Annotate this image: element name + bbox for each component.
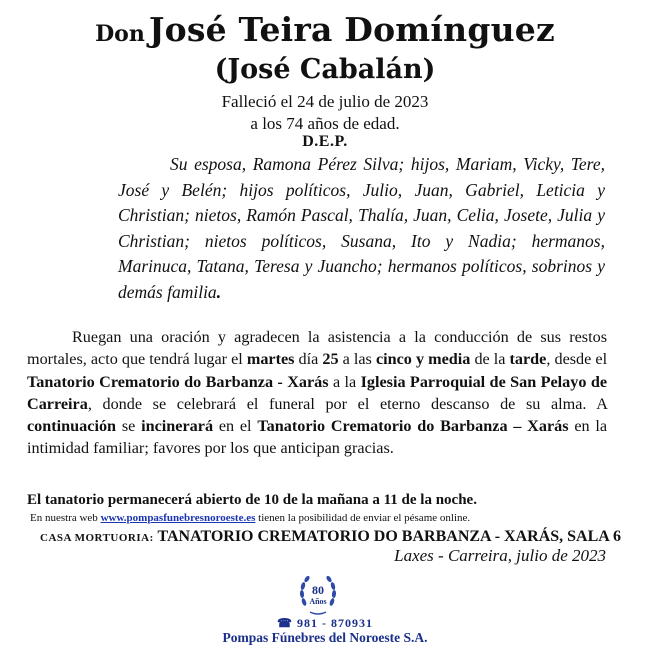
body-bold-day: martes [246,350,295,369]
deceased-name: José Teira Domínguez [148,10,555,49]
body-bold-time: cinco y media [375,350,471,369]
body-bold-afternoon: tarde [509,350,547,369]
casa-mortuoria [40,528,621,546]
death-info [0,91,650,135]
body-text-8: se [121,417,136,436]
phone-line [0,616,650,631]
ceremony-paragraph [27,326,607,460]
body-text-7: , donde se celebrará el funeral por el eterno descanso de su alma. A [87,394,607,413]
dep-text: D.E.P. [302,133,348,150]
casa-label: CASA MORTUORIA: [40,532,154,544]
name-prefix: Don [95,21,145,47]
deceased-nickname: (José Cabalán) [214,54,436,85]
body-bold-cremation: incinerará [141,417,214,436]
body-text-5: , desde el [546,350,608,369]
web-suffix: tienen la posibilidad de enviar el pésame online. [258,512,471,524]
body-text-10: en la intimidad familiar; favores por los que anticipan gracias. [27,417,608,458]
family-paragraph: Su esposa, Ramona Pérez Silva; hijos, Mariam, Vicky, Tere, José y Belén; hijos políticos, Julio, Juan, Gabriel, Leticia y Christian; nietos, Ramón Pascal, Thalía, Juan, Celia, Josete, Julia y Christian; nietos políticos, Susana, Ito y Nadia; hermanos, Marinuca, Tatana, Teresa y Juancho; hermanos políticos, sobrinos y demás familia. [118,154,605,302]
body-bold-continuation: continuación [27,417,117,436]
place-date: Laxes - Carreira, julio de 2023 [394,546,606,565]
family-list: Su esposa, Ramona Pérez Silva; hijos, Mariam, Vicky, Tere, José y Belén; hijos políticos, Julio, Juan, Gabriel, Leticia y Christian; nietos, Ramón Pascal, Thalía, Juan, Celia, Josete, Julia y Christian; nietos políticos, Susana, Ito y Nadia; hermanos, Marinuca, Tatana, Teresa y Juancho; hermanos políticos, sobrinos y demás familia [118,154,605,302]
body-text-4: de la [474,350,506,369]
body-bold-church: Iglesia Parroquial de San Pelayo de Carreira [27,372,608,413]
body-text-9: en el [218,417,252,436]
body-text-6: a la [332,372,357,391]
opening-hours: El tanatorio permanecerá abierto de 10 de la mañana a 11 de la noche. [27,492,477,508]
anniversary-logo [298,572,338,618]
body-bold-tanatorio: Tanatorio Crematorio do Barbanza - Xarás [27,372,329,391]
body-text-3: a las [342,350,372,369]
logo-number: 80 [312,583,324,597]
web-prefix: En nuestra web [30,512,98,524]
phone-number: 981 - 870931 [296,616,373,630]
body-bold-date: 25 [322,350,339,369]
body-text-2: día [298,350,319,369]
website-link[interactable]: www.pompasfunebresnoroeste.es [100,512,256,524]
logo-word: Años [309,597,327,606]
deceased-name-line [0,10,650,49]
body-text-1: Ruegan una oración y agradecen la asistencia a la conducción de sus restos mortales, acto que tendrá lugar el [27,328,607,369]
death-age: a los 74 años de edad. [250,114,400,133]
web-line [30,512,610,524]
death-date: Falleció el 24 de julio de 2023 [221,92,429,111]
company-name: Pompas Fúnebres del Noroeste S.A. [222,630,428,645]
casa-value: TANATORIO CREMATORIO DO BARBANZA - XARÁS, SALA 6 [157,528,621,545]
body-bold-tanatorio-2: Tanatorio Crematorio do Barbanza – Xarás [257,417,569,436]
phone-icon: ☎ [277,616,293,630]
